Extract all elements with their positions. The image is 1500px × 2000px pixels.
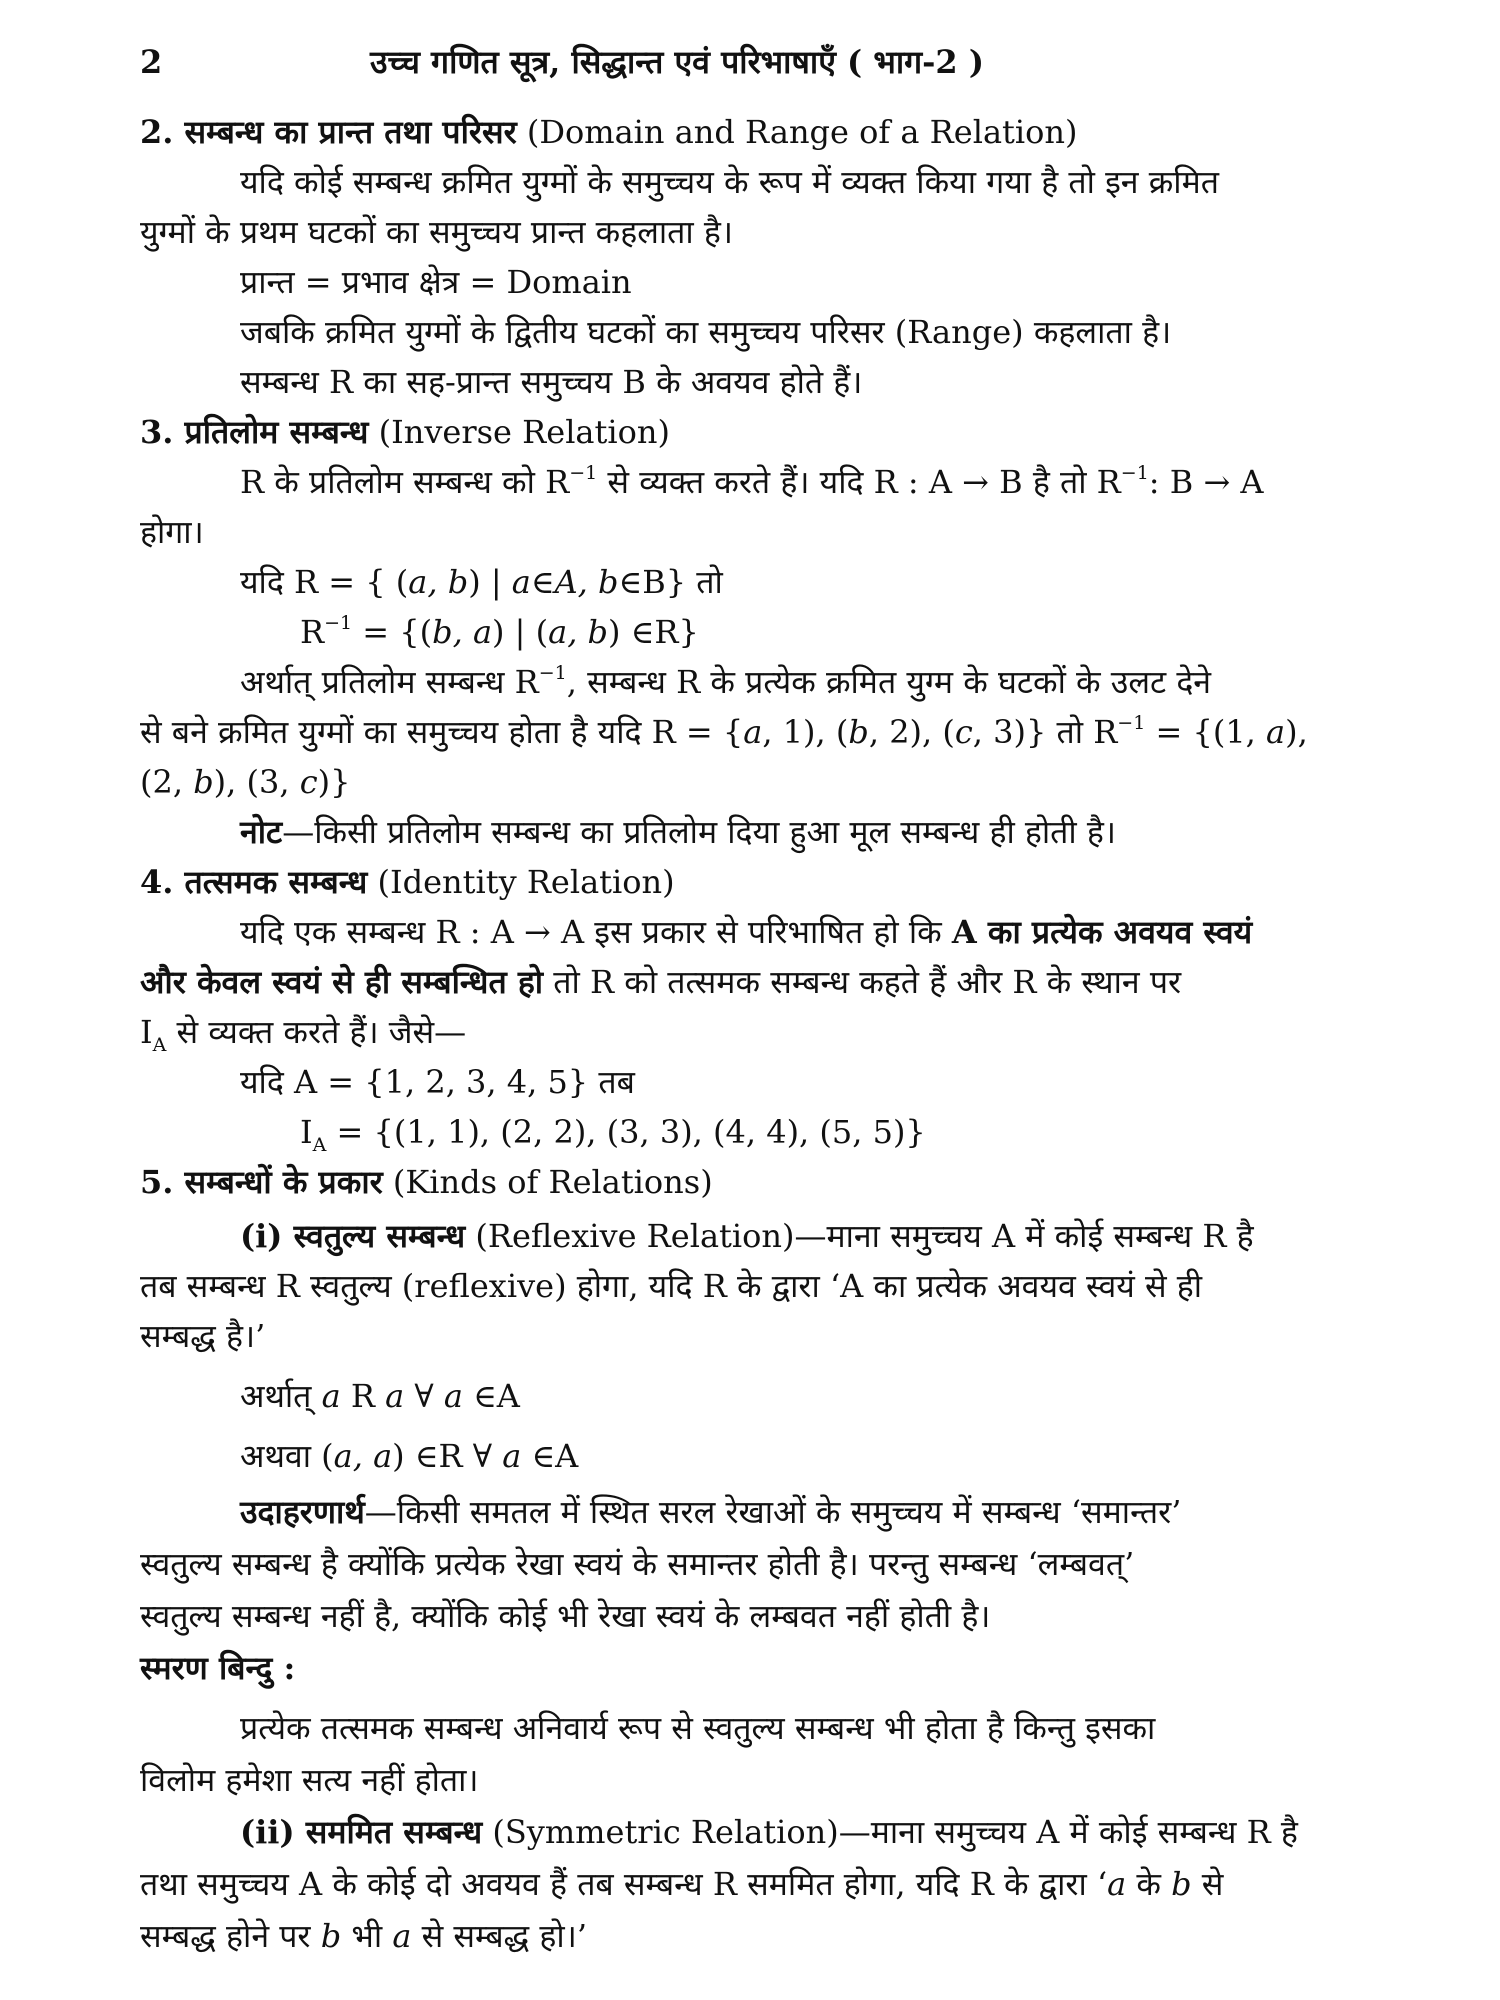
section-3-note: नोट—किसी प्रतिलोम सम्बन्ध का प्रतिलोम दिया हुआ मूल सम्बन्ध ही होती है।	[240, 813, 1116, 851]
symmetric-label: (ii) सममित सम्बन्ध	[240, 1813, 483, 1851]
reflexive-formula-1: अर्थात् a R a ∀ a ∈A	[240, 1377, 520, 1415]
reflexive-line-3: सम्बद्ध है।’	[140, 1317, 266, 1355]
section-2-para-4: सम्बन्ध R का सह-प्रान्त समुच्चय B के अवयव होते हैं।	[240, 363, 863, 401]
running-title: उच्च गणित सूत्र, सिद्धान्त एवं परिभाषाएँ ( भाग-2 )	[370, 43, 984, 81]
reflexive-label: (i) स्वतुल्य सम्बन्ध	[240, 1217, 466, 1255]
section-3-line-1: R के प्रतिलोम सम्बन्ध को $R^{-1}$ से व्यक्त करते हैं। यदि R : A → B है तो $R^{-1}$: B → A	[240, 462, 1264, 501]
section-4-line-4: यदि A = {1, 2, 3, 4, 5} तब	[240, 1063, 635, 1101]
section-3-formula-2: $R^{-1} = \{(b$, a) | (a, b) ∈R}	[300, 612, 699, 651]
section-4-line-3: $I_A$ से व्यक्त करते हैं। जैसे—	[140, 1013, 467, 1056]
remember-label: स्मरण बिन्दु :	[140, 1649, 296, 1687]
symmetric-line-2: तथा समुच्चय A के कोई दो अवयव हैं तब सम्बन्ध R सममित होगा, यदि R के द्वारा ‘a के b से	[140, 1865, 1224, 1903]
example-line-1: उदाहरणार्थ—किसी समतल में स्थित सरल रेखाओं के समुच्चय में सम्बन्ध ‘समान्तर’	[240, 1493, 1182, 1531]
section-3-heading-en: (Inverse Relation)	[378, 413, 670, 451]
section-2-para-1a: यदि कोई सम्बन्ध क्रमित युग्मों के समुच्चय के रूप में व्यक्त किया गया है तो इन क्रमित	[240, 163, 1219, 201]
symmetric-line-3: सम्बद्ध होने पर b भी a से सम्बद्ध हो।’	[140, 1917, 588, 1955]
reflexive-line-1: (i) स्वतुल्य सम्बन्ध (Reflexive Relation)—माना समुच्चय A में कोई सम्बन्ध R है	[240, 1217, 1254, 1255]
section-4-line-2: और केवल स्वयं से ही सम्बन्धित हो तो R को तत्समक सम्बन्ध कहते हैं और R के स्थान पर	[140, 963, 1182, 1001]
remember-line-2: विलोम हमेशा सत्य नहीं होता।	[140, 1761, 479, 1799]
example-label: उदाहरणार्थ	[240, 1493, 365, 1531]
example-line-2: स्वतुल्य सम्बन्ध है क्योंकि प्रत्येक रेखा स्वयं के समान्तर होती है। परन्तु सम्बन्ध ‘लम्बवत्’	[140, 1545, 1135, 1583]
section-3-line-2: होगा।	[140, 513, 204, 551]
note-label: नोट	[240, 813, 283, 851]
section-4-heading: 4. तत्समक सम्बन्ध	[140, 863, 368, 901]
section-2-para-1b: युग्मों के प्रथम घटकों का समुच्चय प्रान्त कहलाता है।	[140, 213, 733, 251]
section-4-heading-line	[140, 862, 675, 902]
section-3-line-5: अर्थात् प्रतिलोम सम्बन्ध $R^{-1}$, सम्बन्ध R के प्रत्येक क्रमित युग्म के घटकों के उलट देने	[240, 662, 1212, 701]
page-number: 2	[140, 43, 163, 81]
section-4-heading-en: (Identity Relation)	[377, 863, 675, 901]
section-3-heading-line	[140, 412, 670, 452]
section-2-heading-line	[140, 112, 1077, 152]
section-4-line-5: $I_A = \{(1$, 1), (2, 2), (3, 3), (4, 4), (5, 5)}	[300, 1113, 926, 1156]
section-3-line-7: (2, b), (3, c)}	[140, 763, 351, 801]
section-3-formula-1: यदि R = { (a, b) | a∈A, b∈B} तो	[240, 563, 723, 601]
section-5-heading: 5. सम्बन्धों के प्रकार	[140, 1163, 383, 1201]
remember-line-1: प्रत्येक तत्समक सम्बन्ध अनिवार्य रूप से स्वतुल्य सम्बन्ध भी होता है किन्तु इसका	[240, 1709, 1156, 1747]
reflexive-line-2: तब सम्बन्ध R स्वतुल्य (reflexive) होगा, यदि R के द्वारा ‘A का प्रत्येक अवयव स्वयं से ही	[140, 1267, 1203, 1305]
symmetric-line-1: (ii) सममित सम्बन्ध (Symmetric Relation)—माना समुच्चय A में कोई सम्बन्ध R है	[240, 1813, 1298, 1851]
section-3-heading: 3. प्रतिलोम सम्बन्ध	[140, 413, 369, 451]
section-5-heading-line	[140, 1162, 713, 1202]
section-2-para-3: जबकि क्रमित युग्मों के द्वितीय घटकों का समुच्चय परिसर (Range) कहलाता है।	[240, 313, 1172, 351]
section-4-line-1: यदि एक सम्बन्ध R : A → A इस प्रकार से परिभाषित हो कि A का प्रत्येक अवयव स्वयं	[240, 913, 1253, 951]
section-3-line-6: से बने क्रमित युग्मों का समुच्चय होता है यदि R = {a, 1), (b, 2), (c, 3)} तो $R^{-1} = \{(1$, a),	[140, 712, 1308, 751]
section-2-heading: 2. सम्बन्ध का प्रान्त तथा परिसर	[140, 113, 517, 151]
section-5-heading-en: (Kinds of Relations)	[392, 1163, 713, 1201]
reflexive-formula-2: अथवा (a, a) ∈R ∀ a ∈A	[240, 1437, 579, 1475]
section-2-para-2: प्रान्त = प्रभाव क्षेत्र = Domain	[240, 263, 632, 301]
example-line-3: स्वतुल्य सम्बन्ध नहीं है, क्योंकि कोई भी रेखा स्वयं के लम्बवत नहीं होती है।	[140, 1597, 991, 1635]
section-2-heading-en: (Domain and Range of a Relation)	[526, 113, 1078, 151]
